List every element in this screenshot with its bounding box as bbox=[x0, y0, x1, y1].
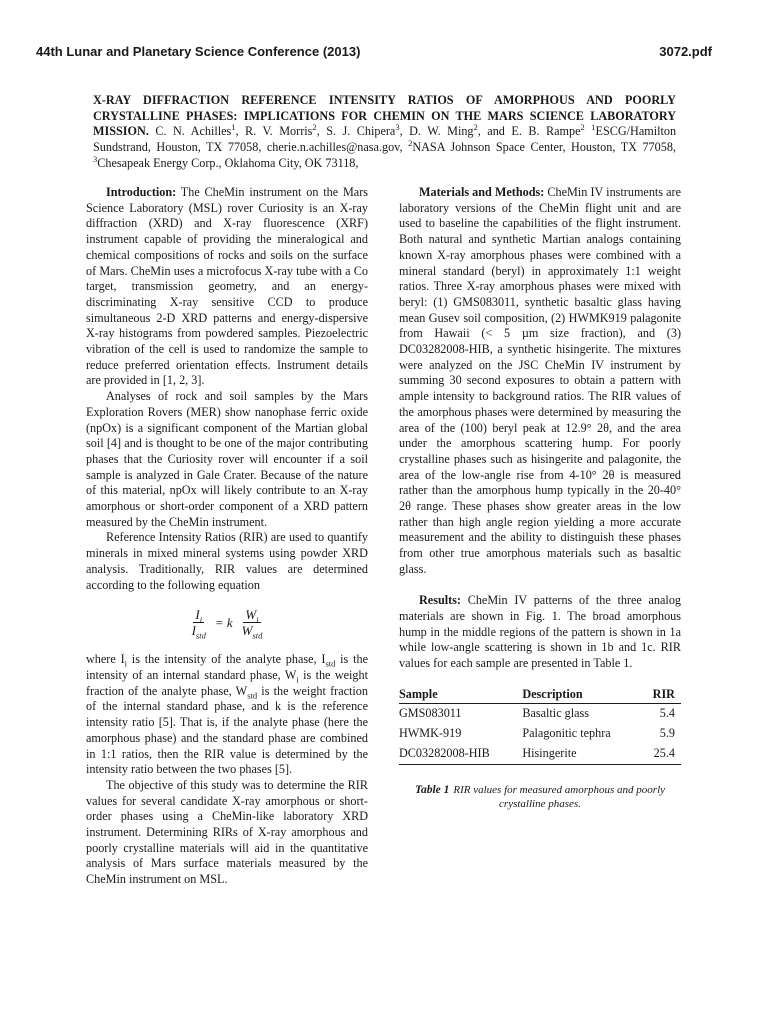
results-paragraph bbox=[399, 593, 681, 672]
rir-equation bbox=[86, 607, 368, 641]
affiliation-2: NASA Johnson Space Center, Houston, TX 77058, bbox=[412, 140, 676, 155]
eq-symbol: W bbox=[245, 607, 257, 623]
title-block bbox=[93, 93, 676, 172]
text-run: is the intensity of an internal standard phase, W bbox=[86, 652, 368, 682]
affiliation-number: 2 bbox=[408, 138, 413, 149]
table-cell-rir: 5.9 bbox=[659, 726, 675, 741]
eq-symbol: I bbox=[195, 607, 200, 623]
eq-subscript: i bbox=[256, 614, 259, 625]
intro-paragraph bbox=[86, 185, 368, 389]
table-cell-description: Basaltic glass bbox=[522, 706, 590, 721]
eq-symbol: I bbox=[191, 623, 196, 639]
methods-paragraph bbox=[399, 185, 681, 578]
objective-paragraph: The objective of this study was to determine the RIR values for several candidate X-ray amorphous or short-order phases using a CheMin-like laboratory XRD instrument. Determining RIRs of X-ray amorphous and poorly crystalline materials will aid in the quantitative analysis of Mars surface materials measured by the CheMin instrument on MSL. bbox=[86, 777, 368, 887]
author-list: C. N. Achilles$^1$, R. V. Morris$^2$, S. J. Chipera$^3$, D. W. Ming$^2$, and E. B. Rampe$^2$ bbox=[155, 122, 585, 139]
left-column bbox=[86, 185, 368, 888]
eq-equals-k: = k bbox=[214, 614, 233, 630]
conference-header: 44th Lunar and Planetary Science Conference (2013) bbox=[36, 44, 361, 59]
text-run: is the weight fraction of the internal standard phase, and k is the reference intensity ratio [5]. That is, if the analyte phase (here the amorphous phase) and the standard phase are combined in 1:1 ratios, then the RIR value is determined by the intensity ratio between the two phases [5]. bbox=[86, 683, 368, 777]
results-heading: Results: bbox=[419, 593, 461, 608]
table-cell-description: Palagonitic tephra bbox=[522, 726, 611, 741]
table-row bbox=[399, 704, 681, 724]
table-header-sample: Sample bbox=[399, 686, 522, 704]
table-cell-sample: DC03282008-HIB bbox=[399, 744, 522, 764]
text-run: is the intensity of the analyte phase, I bbox=[127, 652, 326, 667]
table-header-row bbox=[399, 686, 681, 704]
author: R. V. Morris bbox=[245, 124, 313, 139]
intro-text: The CheMin instrument on the Mars Science Laboratory (MSL) rover Curiosity is an X-ray diffraction (XRD) and X-ray fluorescence (XRF) instrument capable of providing the mineralogical and chemical compositions of rocks and soils on the surface of Mars. CheMin uses a microfocus X-ray tube with a Co target, transmission geometry, and an energy-discriminating X-ray sensitive CCD to produce simultaneous 2-D XRD patterns and energy-dispersive X-ray histograms from powdered samples. Piezoelectric vibration of the cell is used to randomize the sample to reduce preferred orientation effects. Instrument details are provided in [1, 2, 3]. bbox=[86, 185, 368, 388]
table-header-rir: RIR bbox=[642, 686, 681, 704]
author-affiliation-mark: 1 bbox=[231, 122, 236, 133]
affiliation-3: Chesapeak Energy Corp., Oklahoma City, OK 73118, bbox=[97, 155, 359, 170]
table-caption-label: Table 1 bbox=[414, 783, 450, 796]
author: E. B. Rampe bbox=[511, 124, 581, 139]
table-row bbox=[399, 744, 681, 764]
table-caption-text: RIR values for measured amorphous and poorly crystalline phases. bbox=[453, 783, 666, 810]
methods-heading: Materials and Methods: bbox=[419, 185, 545, 199]
intro-heading: Introduction: bbox=[106, 185, 177, 199]
subscript: i bbox=[296, 674, 299, 685]
table-cell-rir: 25.4 bbox=[642, 744, 681, 764]
right-column bbox=[399, 185, 681, 811]
file-name-header: 3072.pdf bbox=[659, 44, 712, 59]
affiliation-number: 3 bbox=[93, 153, 98, 164]
subscript: i bbox=[124, 658, 128, 669]
affiliation-1: ESCG/Hamilton Sundstrand, Houston, TX 77058, cherie.n.achilles@nasa.gov, bbox=[93, 124, 677, 155]
equation-explanation bbox=[86, 652, 368, 778]
author-affiliation-mark: 2 bbox=[312, 122, 317, 133]
table-cell-description: Hisingerite bbox=[522, 744, 642, 764]
rir-table bbox=[399, 686, 681, 765]
eq-subscript: i bbox=[199, 614, 203, 625]
table-cell-rir: 5.4 bbox=[659, 706, 675, 721]
eq-symbol: W bbox=[241, 623, 253, 639]
author-affiliation-mark: 2 bbox=[580, 122, 585, 133]
author-affiliation-mark: 2 bbox=[473, 122, 478, 133]
intro-paragraph-2: Analyses of rock and soil samples by the Mars Exploration Rovers (MER) show nanophase ferric oxide (npOx) is a significant component of the Martian global soil [4] and is thought to be one of the major contributing phases that the Curiosity rover will encounter if a soil sample is analyzed in Gale Crater. Because of the nature of this material, npOx will likely contribute to an X-ray amorphous or short-order component of a XRD pattern measured by the CheMin instrument. bbox=[86, 389, 368, 529]
subscript: std bbox=[247, 690, 258, 701]
intro-paragraph-3: Reference Intensity Ratios (RIR) are used to quantify minerals in mixed mineral systems using powder XRD analysis. Traditionally, RIR values are determined according to the following equation bbox=[86, 530, 368, 592]
table-cell-sample: GMS083011 bbox=[399, 706, 462, 721]
table-cell-sample: HWMK-919 bbox=[399, 726, 462, 741]
author: C. N. Achilles bbox=[155, 124, 232, 139]
text-run: is the weight fraction of the analyte phase, W bbox=[86, 667, 368, 698]
table-row bbox=[399, 724, 681, 744]
eq-subscript: std bbox=[195, 630, 206, 641]
author: S. J. Chipera bbox=[326, 124, 396, 139]
author-affiliation-mark: 3 bbox=[395, 122, 400, 133]
paper-title: X-RAY DIFFRACTION REFERENCE INTENSITY RATIOS OF AMORPHOUS AND POORLY CRYSTALLINE PHASES: IMPLICATIONS FOR CHEMIN ON THE MARS SCIENCE LABORATORY MISSION. bbox=[93, 93, 676, 139]
methods-text: CheMin IV instruments are laboratory versions of the CheMin flight unit and are used to baseline the capabilities of the flight instrument. Both natural and synthetic Martian analogs containing known X-ray amorphous phases were combined with a mineral standard (beryl) in approximately 1:1 weight ratios. Three X-ray amorphous phases were mixed with beryl: (1) GMS083011, synthetic basaltic glass having mean Gusev soil composition, (2) HWMK919 palagonite from Hawaii (< 5 µm size fraction), and (3) DC03282008-HIB, a synthetic hisingerite. The mixtures were analyzed on the JSC CheMin IV instrument by summing 30 second exposures to obtain a pattern with ample intensity to background ratios. The RIR values of the amorphous phases were determined by measuring the area of the (100) beryl peak at 12.9° 2θ, and the area under the amorphous scattering hump. For poorly crystalline phases such as hisingerite and palagonite, the area of the low-angle rise from 4-10° 2θ is measured rather than the amorphous hump typically in the 20-40° 2θ range. These phases show greater areas in the low rather than high angle region yielding a more accurate measurement and the ability to distinguish these phases from other true amorphous materials such as basaltic glass. bbox=[399, 185, 682, 576]
table-header-description: Description bbox=[522, 686, 642, 704]
lhs-fraction bbox=[190, 607, 208, 641]
subscript: std bbox=[325, 658, 336, 669]
paragraph-gap bbox=[399, 578, 681, 594]
author: D. W. Ming bbox=[409, 124, 474, 139]
rhs-fraction bbox=[240, 607, 265, 641]
results-text: CheMin IV patterns of the three analog materials are shown in Fig. 1. The broad amorphous hump in the middle regions of the pattern is shown in 1a while low-angle scattering is shown in 1b and 1c. RIR values for each sample are presented in Table 1. bbox=[399, 593, 682, 671]
eq-subscript: std bbox=[252, 630, 263, 641]
affiliation-number: 1 bbox=[591, 122, 596, 133]
text-run: where I bbox=[86, 652, 125, 667]
table-caption bbox=[399, 783, 681, 811]
